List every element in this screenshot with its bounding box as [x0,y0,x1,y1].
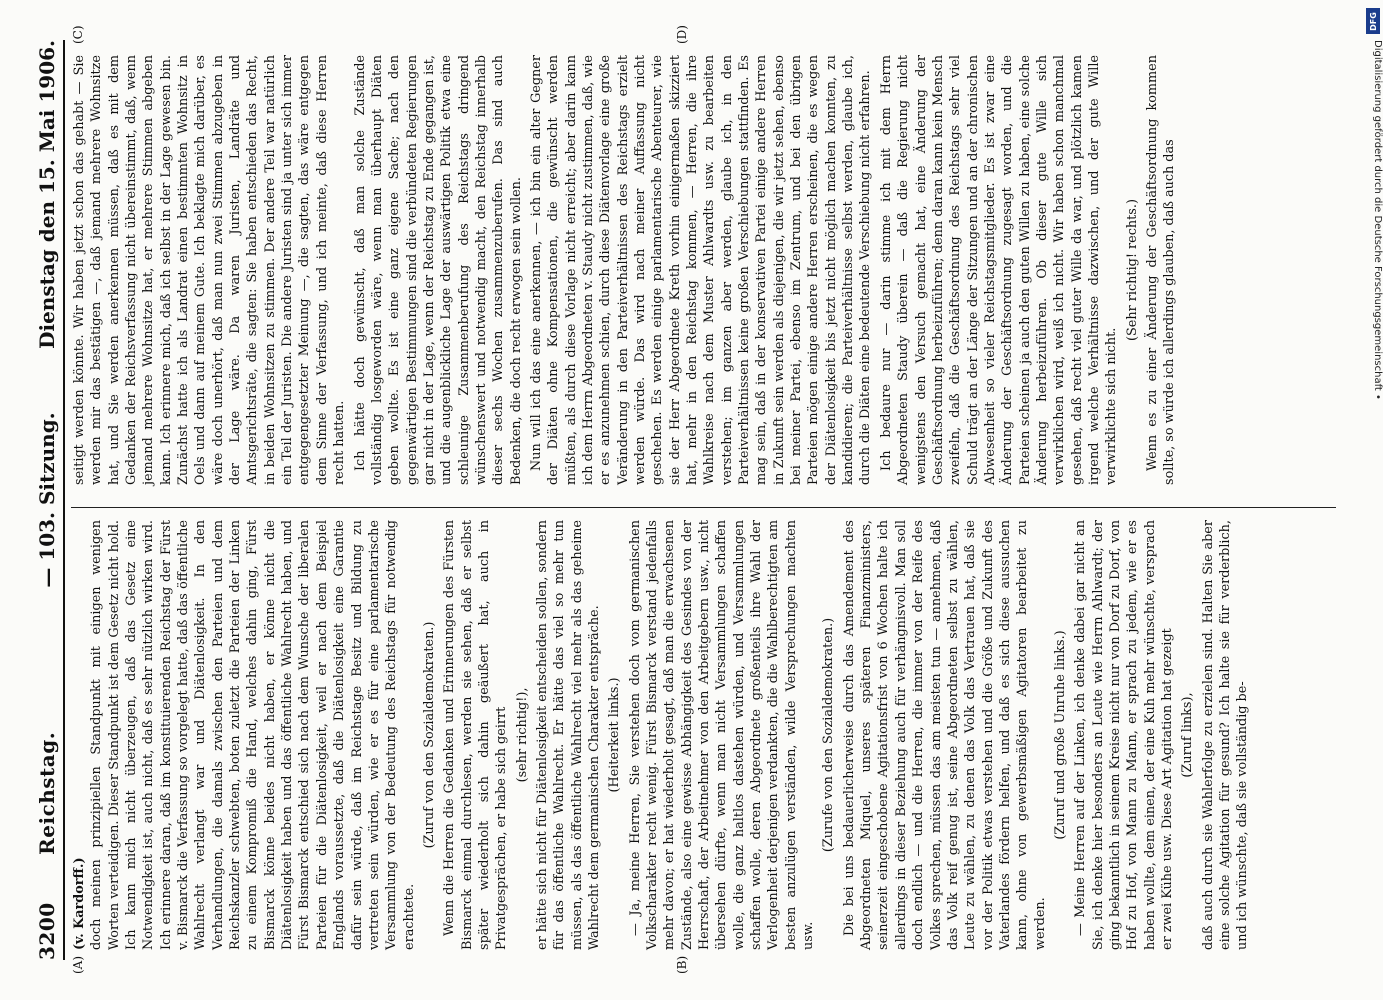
paragraph: — Meine Herren auf der Linken, ich denke dabei gar nicht an Sie, ich denke hier besonders an Leute wie Herrn Ahlwardt; der ging bekanntlich in seinem Kreise nicht nur von Dorf zu Dorf, von Hof zu Hof, von Mann zu Mann, er sprach zu jedem, wie er es haben wollte, dem einen, der eine Kuh mehr wünschte, versprach er zwei Kühe usw. Diese Art Agitation hat gezeigt [1073,520,1175,950]
interjection: (sehr richtig!), [514,687,530,783]
dfg-logo [1366,8,1380,34]
margin-marker-b: (B) [675,955,689,974]
interjection: (Zurufe von den Sozialdemokraten.) [821,617,837,853]
session-date: Dienstag den 15. Mai 1906. [35,40,59,349]
paragraph: Die bei uns bedauerlicherweise durch das Amendement des Abgeordneten Miquel, unseres späteren Finanzministers, seinerzeit eingeschobene Agitationsfrist von 6 Wochen halte ich allerdings in dieser Beziehung auch für verhängnisvoll. Man soll doch endlich — und die Herren, die immer von der Reife des Volkes sprechen, müssen das am meisten tun — annehmen, daß das Volk reif genug ist, seine Abgeordneten selbst zu wählen, Leute zu wählen, zu denen das Volk das Vertrauen hat, daß sie vor der Politik etwas verstehen und die Größe und Zukunft des Vaterlandes fördern helfen, und daß es sich diese aussuchen kann, ohne von gewerbsmäßigen Agitatoren bearbeitet zu werden. [841,520,1048,950]
page-header [29,40,63,960]
publication-title: Reichstag. [35,731,59,855]
page-number: 3200 [35,902,59,960]
digitization-note-text: Digitalisierung gefördert durch die Deutsche Forschungsgemeinschaft • [1372,40,1383,400]
paragraph: — Ja, meine Herren, Sie verstehen doch vom germanischen Volkscharakter recht wenig. Fürst Bismarck verstand jedenfalls mehr davon; er hat wiederholt gesagt, daß man die erwachsenen Zustände, also eine gewisse Abhängigkeit des Gesindes von der Herrschaft, der Arbeitnehmer von den Arbeitgebern usw., nicht übersehen dürfte, wenn man nicht Versammlungen schaffen wolle, die ganz haltlos dastehen würden, und Versammlungen schaffen wolle, deren Abgeordnete großenteils ihre Wahl der Verlogenheit derjenigen verdankten, die die Wahlberechtigten am besten anzulügen verständen, wilde Versprechungen machten usw. [627,520,817,950]
paragraph: daß auch durch sie Wahlerfolge zu erzielen sind. Halten Sie aber eine solche Agitation für gesund? Ich halte sie für verderblich, und ich wünschte, daß sie vollständig be- [1200,520,1251,950]
margin-marker-c: (C) [71,25,85,44]
dfg-logo-text: DFG [1368,11,1378,31]
interjection: (Sehr richtig! rechts.) [1124,199,1140,341]
interjection: (Heiterkeit links.) [607,677,623,793]
speaker-name: (v. Kardorff.) [72,857,87,950]
paragraph: Wenn die Herren die Gedanken und Erinnerungen des Fürsten Bismarck einmal durchlesen, werden sie sehen, daß er selbst später wiederholt sich dahin geäußert hat, auch in Privatgesprächen, er habe sich geirrt [442,520,510,950]
margin-marker-d: (D) [675,25,689,44]
paragraph: doch meinen prinzipiellen Standpunkt mit einigen wenigen Worten verteidigen. Dieser Standpunkt ist dem Gesetz nicht hold. Ich kann mich nicht überzeugen, daß das Gesetz eine Notwendigkeit ist, auch nicht, daß es sehr nützlich wirken wird. Ich erinnere daran, daß im konstituierenden Reichstag der Fürst v. Bismarck die Verfassung so vorgelegt hatte, daß das öffentliche Wahlrecht verlangt war und Diätenlosigkeit. In den Verhandlungen, die damals zwischen den Parteien und dem Reichskanzler schwebten, boten zuletzt die Parteien der Linken zu einem Kompromiß die Hand, welches dahin ging, Fürst Bismarck könne beides nicht haben, er könne nicht die Diätenlosigkeit haben und das öffentliche Wahlrecht haben, und Fürst Bismarck entschied sich nach dem Wunsche der liberalen Parteien für die Diätenlosigkeit, weil er nach dem Beispiel Englands voraussetzte, daß die Diätenlosigkeit eine Garantie dafür sein würde, daß im Reichstage Besitz und Bildung zu vertreten sein würden, wie er es für eine parlamentarische Versammlung von der Bedeutung des Reichstags für notwendig erachtete. [89,520,417,950]
header-rule [63,40,65,960]
margin-marker-a: (A) [71,955,85,974]
rotated-document-page [25,20,1355,980]
paragraph: Wenn es zu einer Änderung der Geschäftsordnung kommen sollte, so würde ich allerdings glauben, daß auch das [1144,55,1178,485]
session-label: — 103. Sitzung. [35,412,59,588]
right-column [71,55,1182,485]
column-divider [71,507,1336,508]
paragraph: er hätte sich nicht für Diätenlosigkeit entscheiden sollen, sondern für das öffentliche Wahlrecht. Er hätte das viel so mehr tun müssen, als das öffentliche Wahlrecht viel mehr als das geheime Wahlrecht dem germanischen Charakter entspräche. [534,520,602,950]
interjection: (Zuruf von den Sozialdemokraten.) [421,621,437,849]
interjection: (Zuruf und große Unruhe links.) [1052,630,1068,840]
paragraph: seitigt werden könnte. Wir haben jetzt schon das gehabt — Sie werden mir das bestätigen —, daß jemand mehrere Wohnsitze hat, und Sie werden anerkennen müssen, daß es mit dem Gedanken der Reichsverfassung nicht übereinstimmt, daß, wenn jemand mehrere Wohnsitze hat, er mehrere Stimmen abgeben kann. Ich erinnere mich, daß ich selbst in der Lage gewesen bin. Zunächst hatte ich als Landrat einen bestimmten Wohnsitz in Oels und dann auf meinem Gute. Ich beklagte mich darüber, es wäre doch unerhört, daß man nun zwei Stimmen abzugeben in der Lage wäre. Da waren Juristen, Landräte und Amtsgerichtsräte, die sagten: Sie haben entschieden das Recht, in beiden Wohnsitzen zu stimmen. Der andere Teil war natürlich ein Teil der Juristen. Die andere Juristen sind ja unter sich immer entgegengesetzter Meinung —, die sagten, das wäre entgegen dem Sinne der Verfassung, und ich meinte, daß diese Herren recht hatten. [72,55,348,485]
paragraph: Ich hätte doch gewünscht, daß man solche Zustände vollständig losgeworden wäre, wenn man überhaupt Diäten geben wollte. Es ist eine ganz eigene Sache; nach den gegenwärtigen Bestimmungen sind die verbündeten Regierungen gar nicht in der Lage, wenn der Reichstag zu Ende gegangen ist, und die augenblickliche Lage der auswärtigen Politik etwa eine schleunige Zusammenberufung des Reichstags dringend wünschenswert und notwendig macht, den Reichstag innerhalb dieser sechs Wochen zusammenzuberufen. Das sind auch Bedenken, die doch recht erwogen sein wollen. [352,55,524,485]
paragraph: Nun will ich das eine anerkennen, — ich bin ein alter Gegner der Diäten ohne Kompensationen, die gewünscht werden müßten, als durch diese Vorlage nicht erreicht; aber darin kann ich dem Herrn Abgeordneten v. Staudy nicht zustimmen, daß, wie er es anzunehmen schien, durch diese Diätenvorlage eine große Veränderung in den Parteiverhältnissen des Reichstags erzielt werden würde. Das wird nach meiner Auffassung nicht geschehen. Es werden einige parlamentarische Abenteurer, wie sie der Herr Abgeordnete Kreth vorhin einigermaßen skizziert hat, mehr in den Reichstag kommen, — Herren, die ihre Wahlkreise nach dem Muster Ahlwardts usw. zu bearbeiten verstehen; im ganzen aber werden, glaube ich, in den Parteiverhältnissen keine großen Verschiebungen stattfinden. Es mag sein, daß in der konservativen Partei einige andere Herren in Zukunft sein werden als diejenigen, die wir jetzt sehen, ebenso bei meiner Partei, ebenso im Zentrum, und bei den übrigen Parteien mögen einige andere Herren erscheinen, die es wegen der Diätenlosigkeit bis jetzt nicht möglich machen konnten, zu kandidieren; die Parteiverhältnisse selbst werden, glaube ich, durch die Diäten eine bedeutende Verschiebung nicht erfahren. [528,55,874,485]
interjection: (Zuruf links), [1180,692,1196,778]
left-column [71,520,1255,950]
paragraph: Ich bedaure nur — darin stimme ich mit dem Herrn Abgeordneten Staudy überein — daß die Regierung nicht wenigstens den Versuch gemacht hat, eine Änderung der Geschäftsordnung herbeizuführen; denn daran kann kein Mensch zweifeln, daß die Geschäftsordnung des Reichstags sehr viel Schuld trägt an der Länge der Sitzungen und an der chronischen Abwesenheit so vieler Reichstagsmitglieder. Es ist zwar eine Änderung der Geschäftsordnung zugesagt worden, und die Parteien scheinen ja auch den guten Willen zu haben, eine solche Änderung herbeizuführen. Ob dieser gute Wille sich verwirklichen wird, weiß ich nicht. Wir haben schon manchmal gesehen, daß recht viel guter Wille da war, und plötzlich kamen irgend welche Verhältnisse dazwischen, und der gute Wille verwirklichte sich nicht. [878,55,1120,485]
